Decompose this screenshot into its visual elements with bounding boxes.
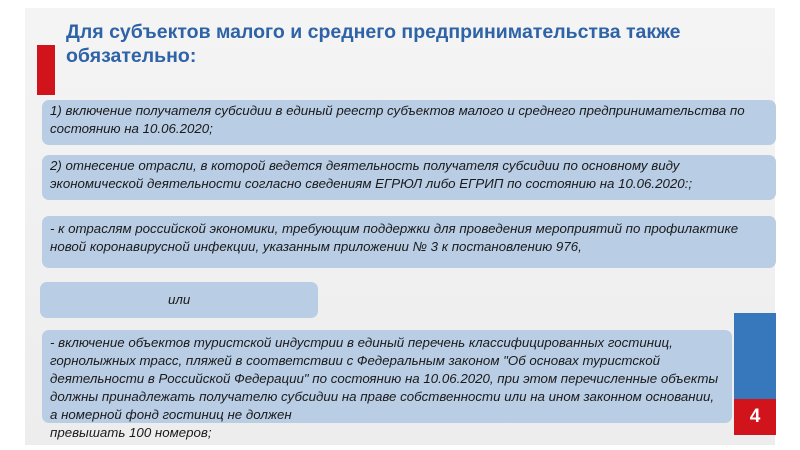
- tourism-item-text: - включение объектов туристской индустрии в единый перечень классифицированных гостиниц, горнолыжных трасс, пляжей в соответствии с Федеральным законом "Об основах туристской деятельности в Российской Федерации" по состоянию на 10.06.2020, при этом перечисленные объекты должны принадлежать получателю субсидии на праве собственности или на ином законном основании, а номерной фонд гостиниц не должен: [50, 335, 719, 422]
- or-label: или: [40, 282, 318, 318]
- tourism-item: [42, 330, 732, 440]
- condition-item-2: 2) отнесение отрасли, в которой ведется деятельность получателя субсидии по основному виду экономической деятельности согласно сведениям ЕГРЮЛ либо ЕГРИП по состоянию на 10.06.2020:;: [42, 155, 776, 200]
- condition-item-1: 1) включение получателя субсидии в единый реестр субъектов малого и среднего предпринимательства по состоянию на 10.06.2020;: [42, 100, 776, 145]
- page-number-badge: 4: [734, 399, 776, 435]
- condition-item-3: - к отраслям российской экономики, требующим поддержки для проведения мероприятий по профилактике новой коронавирусной инфекции, указанным приложении № 3 к постановлению 976,: [42, 216, 776, 268]
- blue-accent-bar: [734, 313, 776, 399]
- tourism-item-last-line: превышать 100 номеров;: [50, 425, 212, 440]
- slide-title: Для субъектов малого и среднего предпринимательства также обязательно:: [66, 21, 681, 67]
- red-accent-bar: [37, 45, 55, 95]
